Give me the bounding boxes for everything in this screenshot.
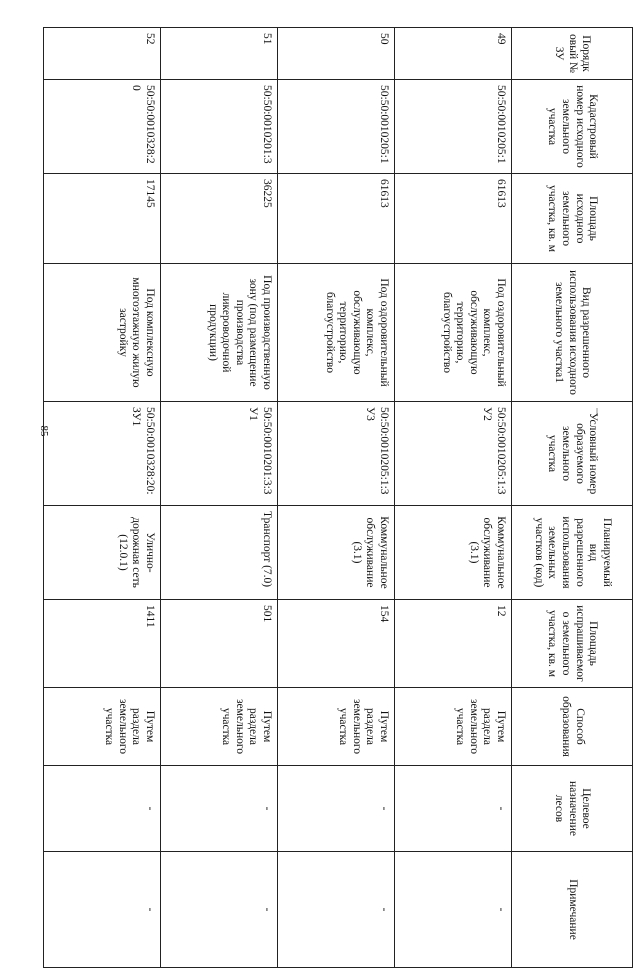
table-cell: - [395,852,512,968]
table-cell: 49 [395,28,512,80]
table-row [278,28,395,968]
header-cell: Кадастровый номер исходного земельного участка [512,80,633,174]
table-cell: 1411 [44,600,161,688]
header-cell: Примечание [512,852,633,968]
land-plots-table [43,27,633,968]
table-cell: 61613 [278,174,395,264]
table-cell: 50:50:0010205:1:ЗУ3 [278,402,395,506]
table-cell: 51 [161,28,278,80]
table-cell: 50:50:0010201:3 [161,80,278,174]
table-cell: Под комплексную многоэтажную жилую застройку [44,264,161,402]
table-cell: - [278,852,395,968]
table-cell: Коммунальное обслуживание (3.1) [278,506,395,600]
header-cell: Площадь испрашиваемого земельного участка, кв. м [512,600,633,688]
table-row [44,28,161,968]
table-header-row [512,28,633,968]
table-cell: 17145 [44,174,161,264]
table-cell: - [278,766,395,852]
table-cell: 154 [278,600,395,688]
table-cell: 50:50:0010328:20 [44,80,161,174]
header-cell: Способ образования [512,688,633,766]
table-cell: - [395,766,512,852]
table-cell: Путем раздела земельного участка [395,688,512,766]
header-cell: Порядковый № ЗУ [512,28,633,80]
table-cell: - [161,852,278,968]
table-cell: Путем раздела земельного участка [44,688,161,766]
table-cell: - [44,852,161,968]
header-cell: Условный номер образуемого земельного участка [512,402,633,506]
header-cell: Целевое назначение лесов [512,766,633,852]
table-cell: Транспорт (7.0) [161,506,278,600]
page-number: 85 [38,425,50,437]
table-cell: Под оздоровительный комплекс, обслуживающую территорию, благоустройство [395,264,512,402]
table-wrapper [59,27,633,940]
table-cell: 12 [395,600,512,688]
table-cell: - [161,766,278,852]
table-cell: Под производственную зону (под размещение производства ликероводочной продукции) [161,264,278,402]
table-row [395,28,512,968]
table-cell: Коммунальное обслуживание (3.1) [395,506,512,600]
table-cell: 501 [161,600,278,688]
table-cell: 50:50:0010205:1 [278,80,395,174]
header-cell: Площадь исходного земельного участка, кв. м [512,174,633,264]
table-cell: Под оздоровительный комплекс, обслуживающую территорию, благоустройство [278,264,395,402]
header-cell: Планируемый вид разрешенного использования земельных участков (код) [512,506,633,600]
table-cell: 50:50:0010201:3:ЗУ1 [161,402,278,506]
table-cell: 36225 [161,174,278,264]
table-cell: 50:50:0010328:20:ЗУ1 [44,402,161,506]
table-cell: 50:50:0010205:1 [395,80,512,174]
table-row [161,28,278,968]
header-cell: Вид разрешенного использования исходного земельного участка1 [512,264,633,402]
table-cell: - [44,766,161,852]
table-cell: Путем раздела земельного участка [161,688,278,766]
table-cell: 50 [278,28,395,80]
table-cell: 50:50:0010205:1:ЗУ2 [395,402,512,506]
table-cell: Путем раздела земельного участка [278,688,395,766]
table-cell: 61613 [395,174,512,264]
rotated-table-area [59,27,633,940]
table-cell: Улично-дорожная сеть (12.0.1) [44,506,161,600]
table-cell: 52 [44,28,161,80]
